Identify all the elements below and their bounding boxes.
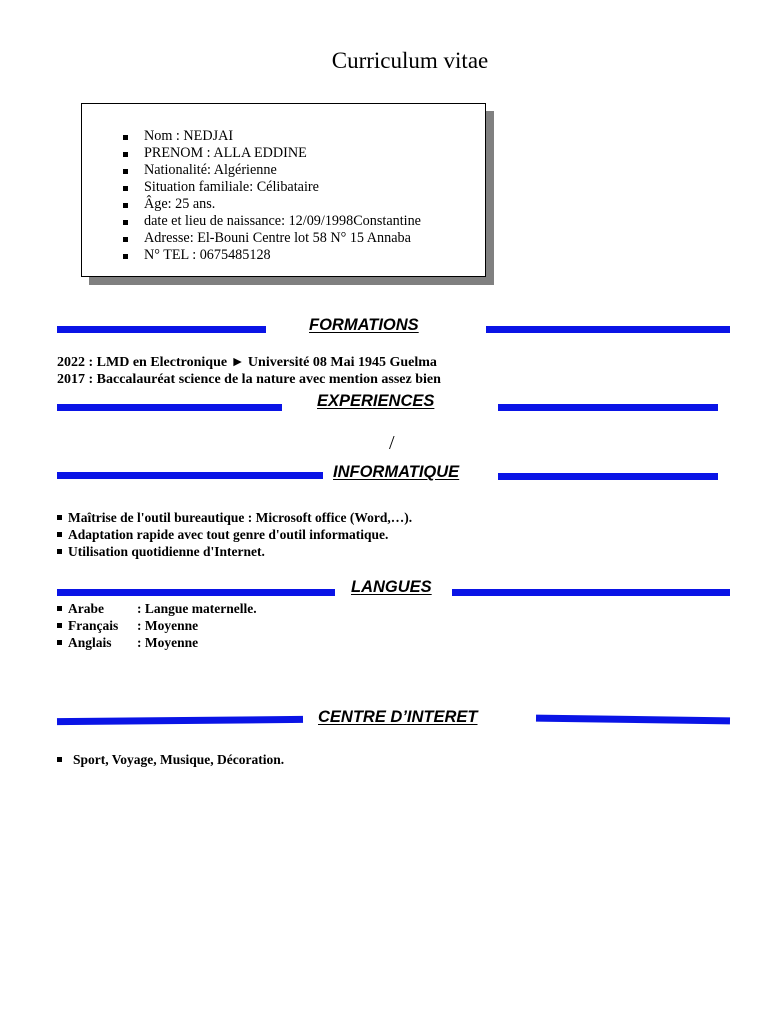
formations-heading: FORMATIONS (309, 316, 419, 334)
langue-level: : Langue maternelle. (137, 601, 257, 616)
centre-interet-list (57, 751, 284, 768)
personal-info-box (81, 103, 486, 277)
langue-name: Arabe (68, 601, 104, 616)
formation-entry-2022: 2022 : LMD en Electronique ► Université 08 Mai 1945 Guelma (57, 355, 437, 370)
formation-entry-2017: 2017 : Baccalauréat science de la nature avec mention assez bien (57, 372, 441, 387)
informatique-item: Utilisation quotidienne d'Internet. (57, 543, 412, 560)
langues-bar-right (452, 589, 730, 596)
langue-item (57, 617, 257, 634)
centre-interet-bar-right (536, 715, 730, 725)
personal-info-phone: N° TEL : 0675485128 (121, 247, 421, 264)
langue-item (57, 600, 257, 617)
informatique-list (57, 509, 412, 560)
personal-info-firstname: PRENOM : ALLA EDDINE (121, 145, 421, 162)
personal-info-name: Nom : NEDJAI (121, 128, 421, 145)
personal-info-birth: date et lieu de naissance: 12/09/1998Constantine (121, 213, 421, 230)
personal-info-marital-status: Situation familiale: Célibataire (121, 179, 421, 196)
formations-bar-left (57, 326, 266, 333)
langue-level: : Moyenne (137, 635, 199, 650)
langues-bar-left (57, 589, 335, 596)
langue-name: Français (68, 618, 119, 633)
centre-interet-heading: CENTRE D’INTERET (318, 708, 478, 726)
personal-info-nationality: Nationalité: Algérienne (121, 162, 421, 179)
informatique-item: Maîtrise de l'outil bureautique : Microsoft office (Word,…). (57, 509, 412, 526)
personal-info-list (121, 128, 421, 264)
experiences-heading: EXPERIENCES (317, 392, 435, 410)
experiences-bar-left (57, 404, 282, 411)
langue-item (57, 634, 257, 651)
personal-info-address: Adresse: El-Bouni Centre lot 58 N° 15 Annaba (121, 230, 421, 247)
centre-interet-bar-left (57, 716, 303, 725)
informatique-heading: INFORMATIQUE (333, 463, 460, 481)
page-title: Curriculum vitae (331, 48, 489, 73)
langue-name: Anglais (68, 635, 112, 650)
personal-info-age: Âge: 25 ans. (121, 196, 421, 213)
informatique-bar-right (498, 473, 718, 480)
experiences-content: / (389, 432, 395, 454)
langues-heading: LANGUES (351, 578, 432, 596)
formations-bar-right (486, 326, 730, 333)
experiences-bar-right (498, 404, 718, 411)
informatique-bar-left (57, 472, 323, 479)
langue-level: : Moyenne (137, 618, 199, 633)
centre-interet-item: Sport, Voyage, Musique, Décoration. (57, 751, 284, 768)
langues-list (57, 600, 257, 651)
informatique-item: Adaptation rapide avec tout genre d'outil informatique. (57, 526, 412, 543)
